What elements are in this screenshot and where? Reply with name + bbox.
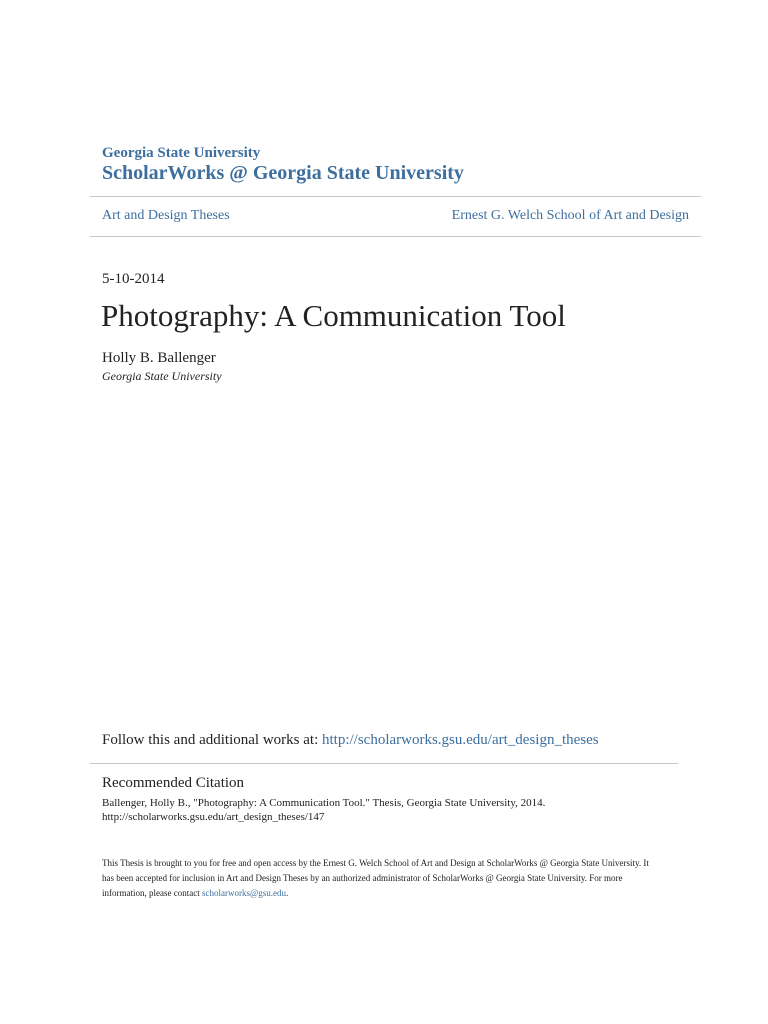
- citation-heading: Recommended Citation: [102, 775, 245, 791]
- contact-email-link[interactable]: scholarworks@gsu.edu: [201, 888, 286, 898]
- notice-contact-prefix: information, please contact: [102, 888, 202, 898]
- school-link[interactable]: Ernest G. Welch School of Art and Design: [451, 208, 689, 223]
- notice-line: has been accepted for inclusion in Art and Design Theses by an authorized administrator of ScholarWorks @ Georgia State University. For more: [102, 873, 623, 883]
- notice-line: This Thesis is brought to you for free and open access by the Ernest G. Welch School of Art and Design at ScholarWorks @ Georgia State University. It: [102, 858, 649, 868]
- author-affiliation: Georgia State University: [102, 369, 222, 383]
- citation-url: http://scholarworks.gsu.edu/art_design_theses/147: [102, 811, 325, 823]
- citation-text: [102, 796, 662, 824]
- university-name: Georgia State University: [102, 145, 261, 161]
- notice-line-contact: [102, 886, 672, 901]
- series-link[interactable]: Art and Design Theses: [102, 208, 230, 223]
- document-title: Photography: A Communication Tool: [101, 298, 566, 333]
- citation-line: Ballenger, Holly B., "Photography: A Communication Tool." Thesis, Georgia State University, 2014.: [102, 797, 546, 809]
- collection-url-link[interactable]: http://scholarworks.gsu.edu/art_design_theses: [321, 732, 599, 748]
- top-divider: [90, 196, 701, 197]
- follow-prefix: Follow this and additional works at:: [102, 732, 322, 748]
- access-notice: [102, 856, 672, 901]
- nav-divider: [90, 236, 701, 237]
- publication-date: 5-10-2014: [102, 271, 165, 287]
- notice-contact-suffix: .: [286, 888, 289, 898]
- citation-divider: [90, 763, 678, 764]
- follow-line: [102, 731, 599, 750]
- repository-name-link[interactable]: ScholarWorks @ Georgia State University: [102, 162, 464, 184]
- author-name: Holly B. Ballenger: [102, 350, 216, 366]
